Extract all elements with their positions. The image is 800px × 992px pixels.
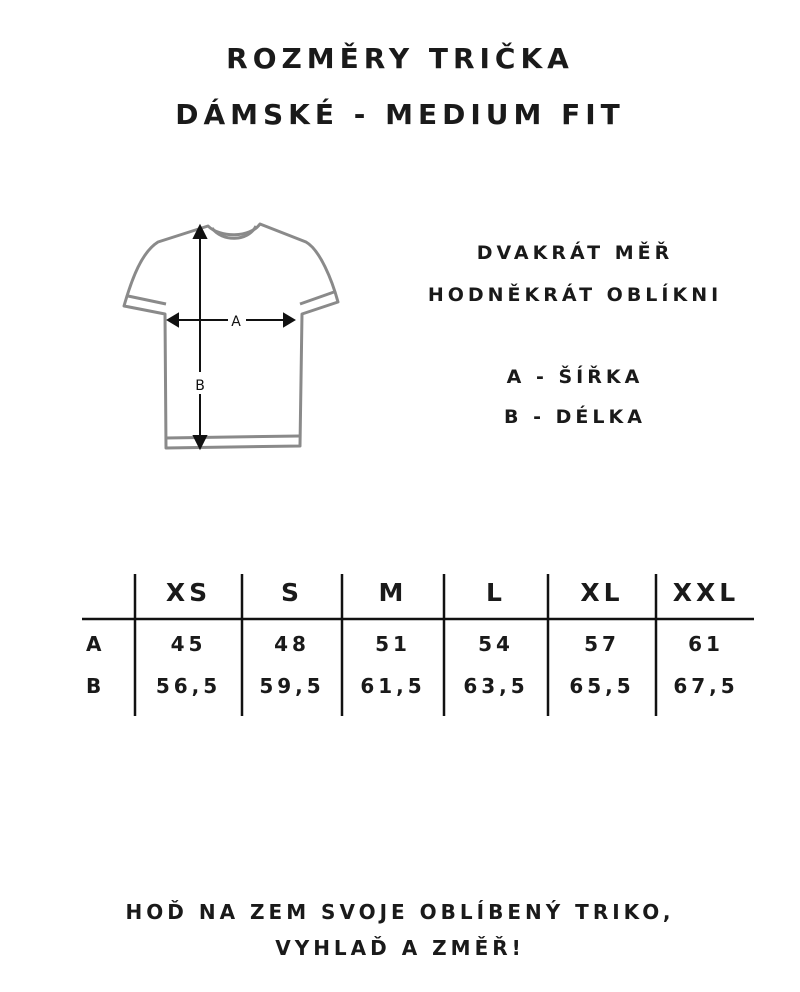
size-header-xs: XS bbox=[165, 578, 212, 607]
value-b-xl: 65,5 bbox=[569, 674, 635, 698]
tshirt-diagram bbox=[110, 210, 350, 460]
size-header-m: M bbox=[378, 578, 408, 607]
legend-b: B - DÉLKA bbox=[504, 406, 646, 428]
length-arrow bbox=[194, 226, 206, 448]
value-b-m: 61,5 bbox=[360, 674, 426, 698]
value-a-m: 51 bbox=[375, 632, 411, 656]
row-label-a: A bbox=[86, 632, 106, 656]
size-header-xl: XL bbox=[580, 578, 624, 607]
size-header-l: L bbox=[486, 578, 506, 607]
legend-a: A - ŠÍŘKA bbox=[506, 366, 644, 388]
value-a-l: 54 bbox=[478, 632, 514, 656]
size-header-xxl: XXL bbox=[672, 578, 740, 607]
value-b-l: 63,5 bbox=[463, 674, 529, 698]
note-line-2: HODNĚKRÁT OBLÍKNI bbox=[427, 284, 723, 306]
value-b-xxl: 67,5 bbox=[673, 674, 739, 698]
value-a-xxl: 61 bbox=[688, 632, 724, 656]
width-label: A bbox=[231, 314, 241, 330]
size-header-s: S bbox=[280, 578, 303, 607]
value-b-s: 59,5 bbox=[259, 674, 325, 698]
value-a-s: 48 bbox=[274, 632, 310, 656]
title-line-2: DÁMSKÉ - MEDIUM FIT bbox=[175, 98, 625, 131]
value-b-xs: 56,5 bbox=[155, 674, 222, 698]
footer-line-1: HOĎ NA ZEM SVOJE OBLÍBENÝ TRIKO, bbox=[125, 900, 675, 924]
value-a-xl: 57 bbox=[584, 632, 620, 656]
row-label-b: B bbox=[86, 674, 106, 698]
footer-line-2: VYHLAĎ A ZMĚŘ! bbox=[275, 936, 525, 960]
title-line-1: ROZMĚRY TRIČKA bbox=[226, 42, 574, 75]
length-label: B bbox=[195, 378, 205, 394]
note-line-1: DVAKRÁT MĚŘ bbox=[476, 242, 674, 264]
value-a-xs: 45 bbox=[170, 632, 207, 656]
